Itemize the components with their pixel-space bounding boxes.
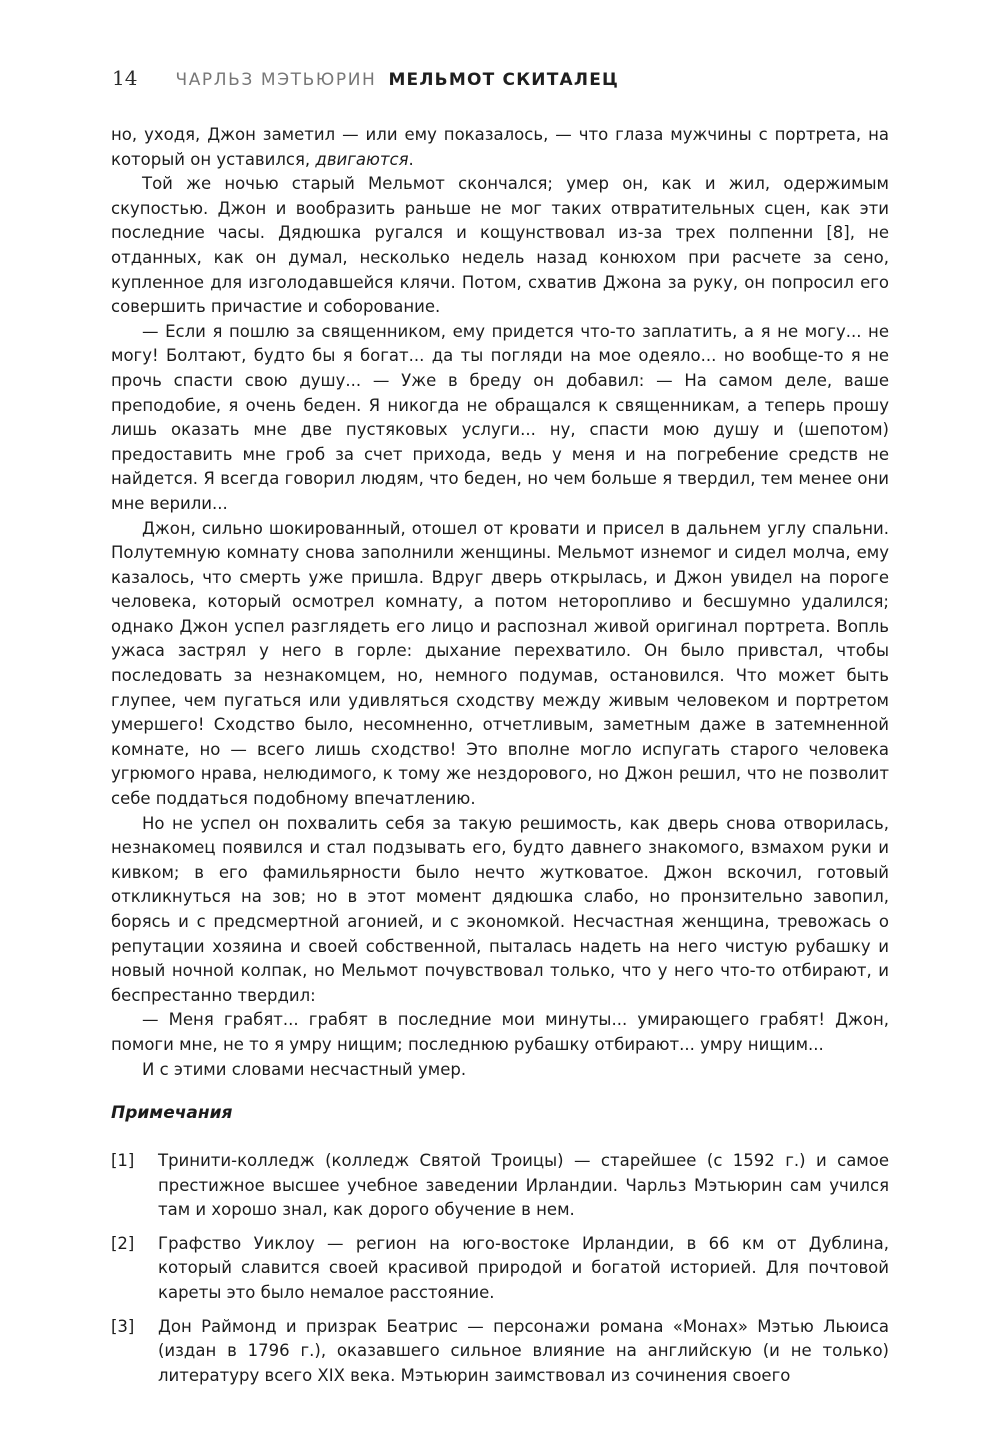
- note-text: Тринити-колледж (колледж Святой Троицы) — старейшее (с 1592 г.) и самое престижное высшее учебное заведении Ирландии. Чарльз Мэтьюрин сам учился там и хорошо знал, как дорого обучение в нем.: [158, 1151, 889, 1220]
- book-title: МЕЛЬМОТ СКИТАЛЕЦ: [388, 70, 619, 90]
- paragraph: — Меня грабят... грабят в последние мои минуты... умирающего грабят! Джон, помоги мне, не то я умру нищим; последнюю рубашку отбирают... умру нищим...: [111, 1010, 889, 1054]
- paragraph-text: но, уходя, Джон заметил — или ему показалось, — что глаза мужчины с портрета, на который он уставился,: [111, 125, 889, 169]
- note-text: Дон Раймонд и призрак Беатрис — персонажи романа «Монах» Мэтью Льюиса (издан в 1796 г.), оказавшего сильное влияние на английскую (и не только) литературу всего XIX века. Мэтьюрин заимствовал из сочинения своего: [158, 1316, 889, 1385]
- paragraph: [111, 123, 889, 172]
- note-text: Графство Уиклоу — регион на юго-востоке Ирландии, в 66 км от Дублина, который славится своей красивой природой и богатой историей. Для почтовой кареты это было немалое расстояние.: [158, 1233, 889, 1302]
- note-number: [2]: [111, 1233, 135, 1253]
- note-item: [111, 1232, 889, 1306]
- note-number: [3]: [111, 1316, 135, 1336]
- page-number: 14: [112, 66, 138, 90]
- note-number: [1]: [111, 1151, 135, 1170]
- paragraph: Джон, сильно шокированный, отошел от кровати и присел в дальнем углу спальни. Полутемную комнату снова заполнили женщины. Мельмот изнемог и сидел молча, ему казалось, что смерть уже пришла. Вдруг дверь открылась, и Джон увидел на пороге человека, который осмотрел комнату, а потом неторопливо и бесшумно удалился; однако Джон успел разглядеть его лицо и распознал живой оригинал портрета. Вопль ужаса застрял у него в горле: дыхание перехватило. Он было привстал, чтобы последовать за незнакомцем, но, немного подумав, остановился. Что может быть глупее, чем пугаться или удивляться сходству между живым человеком и портретом умершего! Сходство было, несомненно, отчетливым, заметным даже в затемненной комнате, но — всего лишь сходство! Это вполне могло испугать старого человека угрюмого нрава, нелюдимого, к тому же нездорового, но Джон решил, что не позволит себе поддаться подобному впечатлению.: [111, 518, 889, 809]
- paragraph: Но не успел он похвалить себя за такую решимость, как дверь снова отворилась, незнакомец появился и стал подзывать его, будто давнего знакомого, взмахом руки и кивком; в его фамильярности было нечто жутковатое. Джон вскочил, готовый откликнуться на зов; но в этот момент дядюшка слабо, но пронзительно завопил, борясь и с предсмертной агонией, и с экономкой. Несчастная женщина, тревожась о репутации хозяина и своей собственной, пыталась надеть на него чистую рубашку и новый ночной колпак, но Мельмот почувствовал только, что у него что-то отбирают, и беспрестанно твердил:: [111, 813, 889, 1005]
- paragraph: И с этими словами несчастный умер.: [142, 1059, 467, 1079]
- running-header: [112, 66, 619, 96]
- notes-heading: Примечания: [111, 1103, 233, 1123]
- paragraph: — Если я пошлю за священником, ему придется что-то заплатить, а я не могу... не могу! Болтают, будто бы я богат... да ты погляди на мое одеяло... но вообще-то я не прочь спасти свою душу... — Уже в бреду он добавил: — На самом деле, ваше преподобие, я очень беден. Я никогда не обращался к священникам, а теперь прошу лишь оказать мне две пустяковых услуги... ну, спасти мою душу и (шепотом) предоставить мне гроб за счет прихода, ведь у меня и на погребение средств не найдется. Я всегда говорил людям, что беден, но чем больше я твердил, тем менее они мне верили...: [111, 321, 889, 513]
- note-item: [111, 1149, 889, 1223]
- note-item: [111, 1315, 889, 1389]
- notes-list: [111, 1149, 889, 1397]
- paragraph: Той же ночью старый Мельмот скончался; умер он, как и жил, одержимым скупостью. Джон и вообразить раньше не мог таких отвратительных сцен, как эти последние часы. Дядюшка ругался и кощунствовал из-за трех полпенни [8], не отданных, как он думал, несколько недель назад конюхом при расчете за сено, купленное для изголодавшейся клячи. Потом, схватив Джона за руку, он попросил его совершить причастие и соборование.: [111, 174, 889, 317]
- author-name: ЧАРЛЬЗ МЭТЬЮРИН: [175, 70, 377, 90]
- emphasized-word: двигаются: [315, 149, 409, 169]
- paragraph-end: .: [408, 149, 414, 169]
- main-text: [111, 123, 889, 1082]
